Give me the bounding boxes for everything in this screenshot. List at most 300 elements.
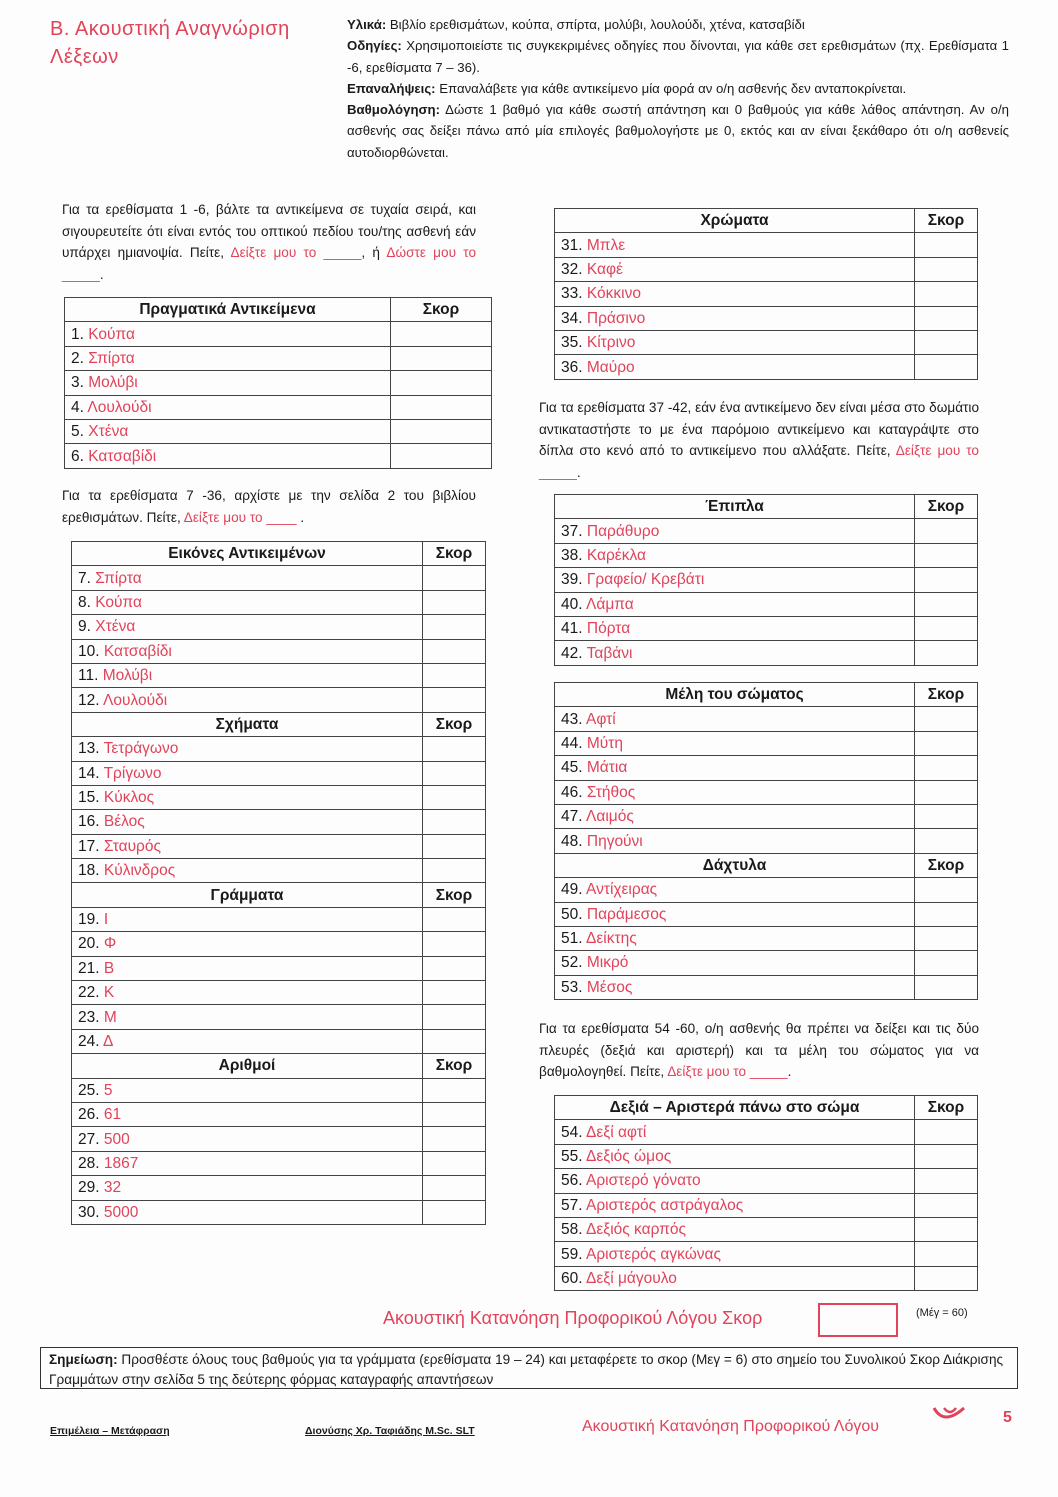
repeats-label: Επαναλήψεις:: [347, 80, 436, 96]
score-cell[interactable]: [423, 1176, 486, 1200]
stimulus-cell: [72, 1029, 423, 1053]
stimulus-number: 25.: [78, 1081, 100, 1099]
stimulus-number: 38.: [561, 546, 583, 564]
category-header: Χρώματα: [555, 209, 915, 233]
score-cell[interactable]: [915, 592, 978, 616]
score-cell[interactable]: [423, 1200, 486, 1224]
stimulus-word: Λάμπα: [586, 595, 634, 613]
note-box: [40, 1347, 1018, 1389]
table-row: [555, 902, 978, 926]
stimulus-cell: [72, 688, 423, 712]
score-header: Σκορ: [423, 883, 486, 907]
score-cell[interactable]: [915, 1144, 978, 1168]
stimulus-number: 28.: [78, 1154, 100, 1172]
table-row: [555, 641, 978, 665]
stimulus-number: 5.: [71, 423, 84, 441]
instruction-paragraph-3: [539, 397, 979, 483]
stimulus-cell: [72, 1078, 423, 1102]
table-row: [555, 926, 978, 950]
score-cell[interactable]: [423, 1078, 486, 1102]
table-header-row: [72, 712, 486, 736]
stimulus-word: Κούπα: [88, 325, 135, 343]
stimulus-cell: [555, 257, 915, 281]
score-cell[interactable]: [391, 419, 492, 443]
table-header-row: [555, 495, 978, 519]
stimulus-number: 54.: [561, 1123, 583, 1141]
stimulus-number: 1.: [71, 325, 84, 343]
stimulus-number: 55.: [561, 1147, 583, 1165]
table-row: [72, 1151, 486, 1175]
para3-prompt: Δείξτε μου το _____: [539, 443, 979, 480]
para4-end: .: [787, 1064, 792, 1079]
stimulus-number: 40.: [561, 595, 583, 613]
table-row: [72, 761, 486, 785]
stimulus-cell: [555, 829, 915, 853]
score-cell[interactable]: [915, 330, 978, 354]
stimulus-word: Χτένα: [88, 423, 129, 441]
instructions-block: [347, 14, 1009, 163]
stimulus-word: 32: [103, 1179, 122, 1197]
score-cell[interactable]: [391, 395, 492, 419]
table-row: [72, 1005, 486, 1029]
category-header: Εικόνες Αντικειμένων: [72, 542, 423, 566]
table-row: [555, 756, 978, 780]
score-cell[interactable]: [423, 688, 486, 712]
stimulus-cell: [555, 592, 915, 616]
score-cell[interactable]: [915, 902, 978, 926]
stimulus-word: Λουλούδι: [87, 398, 152, 416]
score-header: Σκορ: [423, 712, 486, 736]
table-row: [72, 639, 486, 663]
stimulus-cell: [72, 1102, 423, 1126]
table-row: [555, 1242, 978, 1266]
score-header: Σκορ: [915, 495, 978, 519]
stimulus-word: Κατσαβίδι: [103, 642, 172, 660]
stimulus-word: Μπλε: [586, 236, 626, 254]
stimulus-cell: [72, 785, 423, 809]
table-header-row: [72, 1054, 486, 1078]
table-row: [72, 1078, 486, 1102]
stimulus-word: Καρέκλα: [586, 546, 646, 564]
stimulus-number: 45.: [561, 759, 583, 777]
score-cell[interactable]: [423, 1127, 486, 1151]
stimulus-word: Β: [103, 959, 115, 977]
score-cell[interactable]: [423, 761, 486, 785]
score-cell[interactable]: [915, 1120, 978, 1144]
stimulus-word: Ι: [103, 911, 109, 929]
score-header: Σκορ: [915, 209, 978, 233]
stimulus-number: 16.: [78, 813, 100, 831]
table-row: [72, 785, 486, 809]
stimulus-number: 18.: [78, 862, 100, 880]
para4-prompt: Δείξτε μου το _____: [667, 1064, 788, 1079]
score-cell[interactable]: [915, 233, 978, 257]
stimulus-number: 35.: [561, 334, 583, 352]
stimulus-cell: [555, 756, 915, 780]
stimulus-cell: [555, 1120, 915, 1144]
stimulus-word: 5000: [103, 1203, 139, 1221]
stimulus-cell: [72, 1005, 423, 1029]
stimulus-number: 37.: [561, 522, 583, 540]
table-row: [65, 371, 492, 395]
score-cell[interactable]: [423, 663, 486, 687]
total-score-max: (Μέγ = 60): [916, 1307, 968, 1319]
score-cell[interactable]: [391, 444, 492, 468]
para2-text: Για τα ερεθίσματα 7 -36, αρχίστε με την σελίδα 2 του βιβλίου ερεθισμάτων. Πείτε,: [62, 488, 476, 525]
stimulus-number: 56.: [561, 1172, 583, 1190]
stimulus-word: Μολύβι: [88, 374, 138, 392]
stimulus-number: 48.: [561, 832, 583, 850]
stimulus-word: Παράμεσος: [586, 905, 667, 923]
stimulus-number: 15.: [78, 789, 100, 807]
para1-prompt-2: Δώστε μου το _____: [62, 245, 477, 282]
para1-end: .: [99, 266, 104, 282]
para4-text: Για τα ερεθίσματα 54 -60, ο/η ασθενής θα πρέπει να δείξει και τις δύο πλευρές (δεξιά και αριστερή) και τα μέλη του σώματος για να βαθμολογηθεί. Πείτε,: [539, 1021, 979, 1079]
stimulus-cell: [555, 568, 915, 592]
score-cell[interactable]: [915, 1266, 978, 1290]
stimulus-word: Δ: [103, 1033, 114, 1050]
stimulus-cell: [555, 1193, 915, 1217]
table-row: [72, 1200, 486, 1224]
stimulus-number: 60.: [561, 1269, 583, 1287]
score-cell[interactable]: [915, 707, 978, 731]
stimulus-number: 27.: [78, 1130, 100, 1148]
score-cell[interactable]: [915, 1193, 978, 1217]
score-cell[interactable]: [915, 878, 978, 902]
stimulus-number: 47.: [561, 808, 583, 826]
stimulus-word: Ταβάνι: [586, 644, 633, 662]
stimulus-cell: [555, 926, 915, 950]
score-header: Σκορ: [915, 1096, 978, 1120]
category-header: Σχήματα: [72, 712, 423, 736]
score-cell[interactable]: [423, 785, 486, 809]
stimulus-word: Σπίρτα: [95, 569, 142, 587]
score-cell[interactable]: [915, 780, 978, 804]
score-cell[interactable]: [915, 616, 978, 640]
stimulus-cell: [555, 1266, 915, 1290]
directions-text: Χρησιμοποιείστε τις συγκεκριμένες οδηγίες που δίνονται, για κάθε σετ ερεθισμάτων (πχ. Ερεθίσματα 1 -6, ερεθίσματα 7 – 36).: [347, 38, 1009, 75]
score-cell[interactable]: [915, 641, 978, 665]
category-header: Έπιπλα: [555, 495, 915, 519]
score-cell[interactable]: [423, 590, 486, 614]
stimulus-word: Χτένα: [95, 618, 136, 636]
stimulus-word: 1867: [103, 1154, 139, 1172]
score-cell[interactable]: [423, 1005, 486, 1029]
score-cell[interactable]: [915, 282, 978, 306]
stimulus-cell: [72, 981, 423, 1005]
score-cell[interactable]: [915, 756, 978, 780]
table-row: [555, 951, 978, 975]
table-row: [555, 543, 978, 567]
stimulus-cell: [72, 1127, 423, 1151]
stimulus-number: 30.: [78, 1203, 100, 1221]
score-cell[interactable]: [915, 519, 978, 543]
para3-end: .: [576, 464, 581, 480]
table-row: [65, 322, 492, 346]
table-row: [555, 829, 978, 853]
stimulus-cell: [555, 519, 915, 543]
table-row: [555, 233, 978, 257]
stimulus-word: Αριστερό γόνατο: [586, 1172, 701, 1190]
stimulus-word: Δεξί μάγουλο: [586, 1269, 677, 1287]
stimulus-number: 51.: [561, 930, 583, 948]
table-row: [72, 663, 486, 687]
scoring-label: Βαθμολόγηση:: [347, 102, 440, 118]
table-row: [65, 419, 492, 443]
stimulus-cell: [555, 975, 915, 999]
stimulus-cell: [555, 804, 915, 828]
stimulus-cell: [72, 566, 423, 590]
stimulus-word: Δεξί αφτί: [586, 1123, 647, 1141]
materials-text: Βιβλίο ερεθισμάτων, κούπα, σπίρτα, μολύβι, λουλούδι, χτένα, κατσαβίδι: [386, 17, 805, 32]
stimulus-number: 22.: [78, 984, 100, 1002]
table-row: [555, 306, 978, 330]
stimulus-cell: [65, 371, 391, 395]
stimulus-cell: [555, 233, 915, 257]
footer-author: Διονύσης Χρ. Ταφιάδης M.Sc. SLT: [305, 1425, 475, 1437]
score-cell[interactable]: [423, 981, 486, 1005]
para2-prompt: Δείξτε μου το ____: [183, 509, 297, 525]
stimulus-number: 43.: [561, 710, 583, 728]
score-cell[interactable]: [915, 306, 978, 330]
stimulus-number: 13.: [78, 740, 100, 758]
stimulus-cell: [65, 322, 391, 346]
stimulus-number: 19.: [78, 911, 100, 929]
stimulus-word: Δείκτης: [586, 930, 637, 948]
stimulus-word: Μικρό: [586, 954, 629, 972]
stimulus-number: 23.: [78, 1008, 100, 1026]
score-cell[interactable]: [915, 543, 978, 567]
table-row: [555, 1169, 978, 1193]
score-cell[interactable]: [423, 737, 486, 761]
table-row: [555, 804, 978, 828]
stimulus-word: Πράσινο: [586, 309, 646, 327]
table-header-row: [555, 853, 978, 877]
stimulus-word: Κίτρινο: [586, 334, 636, 352]
table-row: [555, 1217, 978, 1241]
stimulus-word: Αφτί: [586, 710, 616, 728]
category-header: Δάχτυλα: [555, 853, 915, 877]
score-cell[interactable]: [915, 257, 978, 281]
stimulus-word: Πηγούνι: [586, 832, 643, 850]
repeats-text: Επαναλάβετε για κάθε αντικείμενο μία φορά αν ο/η ασθενής δεν ανταποκρίνεται.: [435, 80, 907, 96]
score-cell[interactable]: [423, 1029, 486, 1053]
stimulus-word: Μαύρο: [586, 358, 635, 376]
table-row: [72, 1102, 486, 1126]
stimulus-cell: [555, 902, 915, 926]
page-number: 5: [1003, 1409, 1012, 1426]
stimulus-cell: [72, 932, 423, 956]
table-row: [72, 566, 486, 590]
stimulus-cell: [72, 663, 423, 687]
total-score-box[interactable]: [818, 1303, 898, 1337]
brand-logo-icon: [930, 1402, 970, 1432]
para3-text: Για τα ερεθίσματα 37 -42, εάν ένα αντικείμενο δεν είναι μέσα στο δωμάτιο αντικαταστήστε το με ένα παρόμοιο αντικείμενο και καταγράψτε στο δίπλα στο κενό από το αντικείμενο που αλλάξατε. Πείτε,: [539, 400, 979, 458]
table-header-row: [555, 683, 978, 707]
stimulus-word: Δεξιός καρπός: [586, 1221, 686, 1239]
stimulus-number: 57.: [561, 1196, 583, 1214]
score-cell[interactable]: [915, 804, 978, 828]
stimulus-number: 33.: [561, 285, 583, 303]
stimulus-cell: [555, 330, 915, 354]
stimulus-cell: [72, 1176, 423, 1200]
stimulus-word: Μέσος: [586, 978, 633, 996]
stimulus-number: 2.: [71, 349, 84, 367]
stimulus-word: Κόκκινο: [586, 285, 641, 303]
stimulus-number: 17.: [78, 837, 100, 855]
score-cell[interactable]: [915, 1169, 978, 1193]
score-header: Σκορ: [915, 853, 978, 877]
stimulus-number: 6.: [71, 447, 84, 465]
stimulus-word: Αριστερός αστράγαλος: [586, 1196, 744, 1214]
score-cell[interactable]: [915, 355, 978, 379]
stimulus-cell: [72, 956, 423, 980]
stimulus-word: Δεξιός ώμος: [586, 1147, 672, 1165]
stimulus-number: 10.: [78, 642, 100, 660]
stimulus-cell: [65, 395, 391, 419]
stimulus-cell: [555, 780, 915, 804]
stimulus-number: 20.: [78, 935, 100, 953]
stimulus-cell: [72, 1151, 423, 1175]
score-cell[interactable]: [915, 568, 978, 592]
table-row: [555, 1266, 978, 1290]
table-row: [72, 834, 486, 858]
para2-end: .: [296, 509, 305, 525]
stimulus-number: 9.: [78, 618, 91, 636]
table-row: [72, 1176, 486, 1200]
score-header: Σκορ: [423, 542, 486, 566]
table-row: [555, 257, 978, 281]
table-row: [555, 707, 978, 731]
stimulus-cell: [72, 810, 423, 834]
materials-label: Υλικά:: [347, 17, 387, 32]
score-cell[interactable]: [423, 566, 486, 590]
table-row: [555, 592, 978, 616]
stimulus-number: 32.: [561, 260, 583, 278]
score-cell[interactable]: [423, 1102, 486, 1126]
stimulus-number: 21.: [78, 959, 100, 977]
table-row: [555, 1193, 978, 1217]
note-label: Σημείωση:: [49, 1352, 118, 1367]
directions-label: Οδηγίες:: [347, 38, 402, 54]
score-cell[interactable]: [915, 926, 978, 950]
score-cell[interactable]: [915, 951, 978, 975]
score-cell[interactable]: [391, 346, 492, 370]
stimulus-number: 12.: [78, 691, 100, 709]
table-row: [555, 282, 978, 306]
stimulus-number: 46.: [561, 783, 583, 801]
stimulus-word: Λαιμός: [586, 808, 634, 826]
score-cell[interactable]: [423, 639, 486, 663]
table-header-row: [65, 298, 492, 322]
stimulus-word: Μύτη: [586, 734, 624, 752]
instruction-paragraph-1: [62, 199, 476, 285]
table-row: [555, 519, 978, 543]
stimulus-cell: [65, 444, 391, 468]
table-row: [72, 737, 486, 761]
score-cell[interactable]: [391, 322, 492, 346]
score-cell[interactable]: [915, 1217, 978, 1241]
stimulus-word: Κ: [103, 984, 115, 1002]
score-cell[interactable]: [915, 731, 978, 755]
stimulus-word: Κύλινδρος: [103, 862, 176, 880]
table-row: [555, 780, 978, 804]
score-cell[interactable]: [423, 1151, 486, 1175]
stimulus-word: Σταυρός: [103, 837, 161, 855]
score-header: Σκορ: [915, 683, 978, 707]
table-row: [72, 590, 486, 614]
category-header: Μέλη του σώματος: [555, 683, 915, 707]
table-row: [555, 975, 978, 999]
score-cell[interactable]: [915, 829, 978, 853]
stimulus-word: Παράθυρο: [586, 522, 660, 540]
stimulus-cell: [555, 707, 915, 731]
stimulus-cell: [555, 355, 915, 379]
stimulus-number: 52.: [561, 954, 583, 972]
score-cell[interactable]: [423, 956, 486, 980]
stimulus-word: Κούπα: [95, 593, 142, 611]
stimulus-word: Γραφείο/ Κρεβάτι: [586, 571, 705, 589]
score-cell[interactable]: [915, 975, 978, 999]
table-row: [72, 859, 486, 883]
stimulus-number: 41.: [561, 620, 583, 638]
stimulus-number: 59.: [561, 1245, 583, 1263]
score-cell[interactable]: [423, 907, 486, 931]
stimulus-word: Μάτια: [586, 759, 628, 777]
para1-prompt-1: Δείξτε μου το _____: [230, 245, 362, 260]
stimulus-cell: [72, 1200, 423, 1224]
stimulus-word: Καφέ: [586, 260, 623, 278]
stimulus-cell: [555, 1242, 915, 1266]
table-header-row: [555, 209, 978, 233]
score-cell[interactable]: [915, 1242, 978, 1266]
stimulus-cell: [555, 641, 915, 665]
table-row: [72, 932, 486, 956]
table-row: [555, 1120, 978, 1144]
score-cell[interactable]: [423, 932, 486, 956]
stimulus-number: 3.: [71, 374, 84, 392]
section-title: Β. Ακουστική Αναγνώριση Λέξεων: [50, 18, 290, 68]
score-cell[interactable]: [423, 859, 486, 883]
stimulus-cell: [72, 590, 423, 614]
table-row: [555, 731, 978, 755]
stimulus-cell: [65, 419, 391, 443]
real-objects-table: [64, 297, 492, 469]
stimulus-number: 49.: [561, 881, 583, 899]
score-cell[interactable]: [423, 810, 486, 834]
stimulus-word: Κύκλος: [103, 789, 155, 807]
table-row: [555, 1144, 978, 1168]
stimulus-word: Σπίρτα: [88, 349, 135, 367]
instruction-paragraph-2: [62, 485, 476, 528]
stimulus-word: Μ: [103, 1008, 117, 1026]
stimulus-cell: [72, 639, 423, 663]
stimulus-number: 14.: [78, 764, 100, 782]
stimulus-word: Τρίγωνο: [103, 764, 162, 782]
stimulus-cell: [555, 1144, 915, 1168]
stimulus-cell: [555, 1217, 915, 1241]
score-cell[interactable]: [423, 834, 486, 858]
score-cell[interactable]: [391, 371, 492, 395]
stimulus-cell: [72, 907, 423, 931]
stimulus-word: Πόρτα: [586, 620, 631, 638]
stimulus-cell: [555, 951, 915, 975]
stimulus-word: Φ: [103, 935, 117, 953]
stimulus-cell: [555, 616, 915, 640]
stimulus-cell: [555, 1169, 915, 1193]
score-cell[interactable]: [423, 615, 486, 639]
stimulus-number: 24.: [78, 1033, 100, 1050]
